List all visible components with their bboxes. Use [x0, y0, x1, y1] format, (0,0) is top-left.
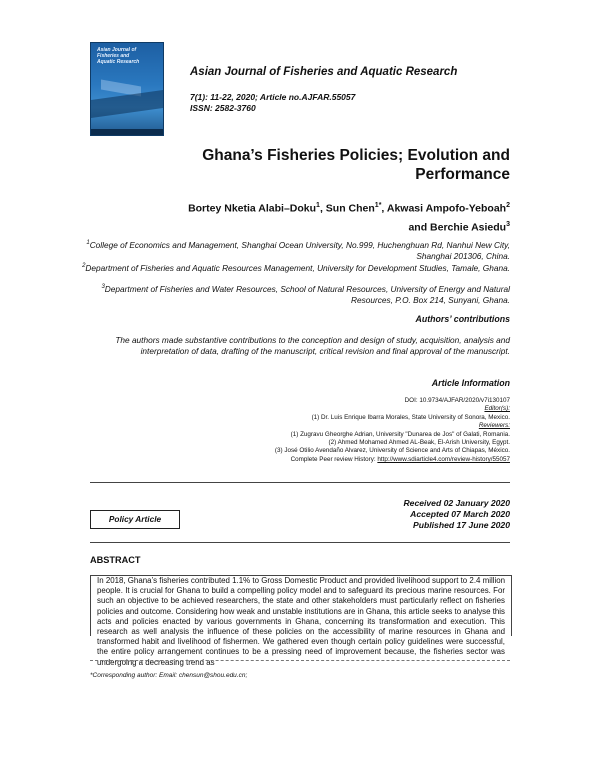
article-title: Ghana’s Fisheries Policies; Evolution and Performance [202, 147, 510, 183]
reviewer: (1) Zugravu Gheorghe Adrian, University "Dunarea de Jos" of Galati, Romania. [290, 430, 510, 438]
cover-title: Asian Journal of Fisheries and Aquatic Research [97, 47, 140, 65]
cover-decoration [91, 90, 163, 118]
author-name: Akwasi Ampofo-Yeboah [386, 202, 507, 215]
review-history: Complete Peer review History: http://www.sdiarticle4.com/review-history/55057 [290, 455, 510, 463]
journal-cover-image [90, 42, 164, 136]
article-type-badge: Policy Article [90, 510, 180, 529]
affiliation: $^2$Department of Fisheries and Aquatic Resources Management, University for Development Studies, Tamale, Ghana. [82, 262, 510, 273]
author-name: Bortey Nketia Alabi–Doku [188, 202, 317, 215]
divider [90, 482, 510, 483]
received-date: Received 02 January 2020 [403, 498, 510, 508]
editor: (1) Dr. Luis Enrique Ibarra Morales, State University of Sonora, Mexico. [311, 413, 510, 421]
journal-citation: 7(1): 11-22, 2020; Article no.AJFAR.55057 [190, 92, 356, 102]
author-name: Sun Chen [325, 202, 375, 215]
author-list: Bortey Nketia Alabi–Doku$^1$, Sun Chen$^{1*}$, Akwasi Ampofo-Yeboah$^2$ and Berchie Asiedu$^3$ [188, 202, 510, 233]
accepted-date: Accepted 07 March 2020 [410, 509, 510, 519]
author-name: Berchie Asiedu [430, 221, 507, 233]
abstract-text: In 2018, Ghana’s fisheries contributed 1.1% to Gross Domestic Product and provided livelihood support to 2.4 million people. It is crucial for Ghana to build a compelling policy model and to safeguard its precious marine resources. For such an objective to be achieved researchers, the state and other stakeholders must particularly reflect on fisheries policies and outcome. Considering how weak and unstable institutions are in Ghana, this article seeks to analyse this acts and policies enacted by various governments in Ghana, concerning its transformation and execution. This research as well analysis the influence of these policies on the accessibility of marine resources in Ghana and transformed habit and livelihood of fishermen. We gathered even though certain policy guidelines were successful, the entire policy arrangement continues to be a pressing need of improvement because, the fisheries sector was undergoing a decreasing trend as [90, 575, 512, 636]
cover-decoration [91, 129, 163, 135]
journal-issn: ISSN: 2582-3760 [190, 103, 256, 113]
divider [90, 542, 510, 543]
reviewers-label: Reviewers: [478, 422, 510, 430]
abstract-heading: ABSTRACT [90, 555, 141, 565]
editor-label: Editor(s): [484, 405, 510, 413]
contributions-heading: Authors’ contributions [415, 314, 510, 324]
journal-name: Asian Journal of Fisheries and Aquatic Research [190, 66, 458, 78]
article-info [90, 397, 510, 464]
affiliation: $^3$Department of Fisheries and Water Resources, School of Natural Resources, University of Energy and Natural Resources, P.O. Box 214, Sunyani, Ghana. [101, 283, 510, 305]
published-date: Published 17 June 2020 [413, 520, 510, 530]
reviewer: (2) Ahmed Mohamed Ahmed AL-Beak, El-Arish University, Egypt. [328, 439, 510, 447]
affiliation: $^1$College of Economics and Management, Shanghai Ocean University, No.999, Huchenghuan Rd, Nanhui New City, Shanghai 201306, China. [86, 239, 510, 261]
footnote-divider [90, 660, 510, 661]
corresponding-author: *Corresponding author: Email: chensun@shou.edu.cn; [90, 672, 248, 679]
article-dates [310, 498, 510, 531]
doi: DOI: 10.9734/AJFAR/2020/v7i130107 [404, 397, 510, 404]
contributions-text: The authors made substantive contributions to the conception and design of study, acquisition, analysis and interpretation of data, drafting of the manuscript, critical revision and final approval of the manuscript. [115, 335, 510, 356]
reviewer: (3) José Otilio Avendaño Alvarez, University of Science and Arts of Chiapas, México. [274, 447, 510, 455]
article-info-heading: Article Information [431, 378, 510, 388]
review-history-link[interactable]: http://www.sdiarticle4.com/review-history/55057 [377, 455, 510, 463]
